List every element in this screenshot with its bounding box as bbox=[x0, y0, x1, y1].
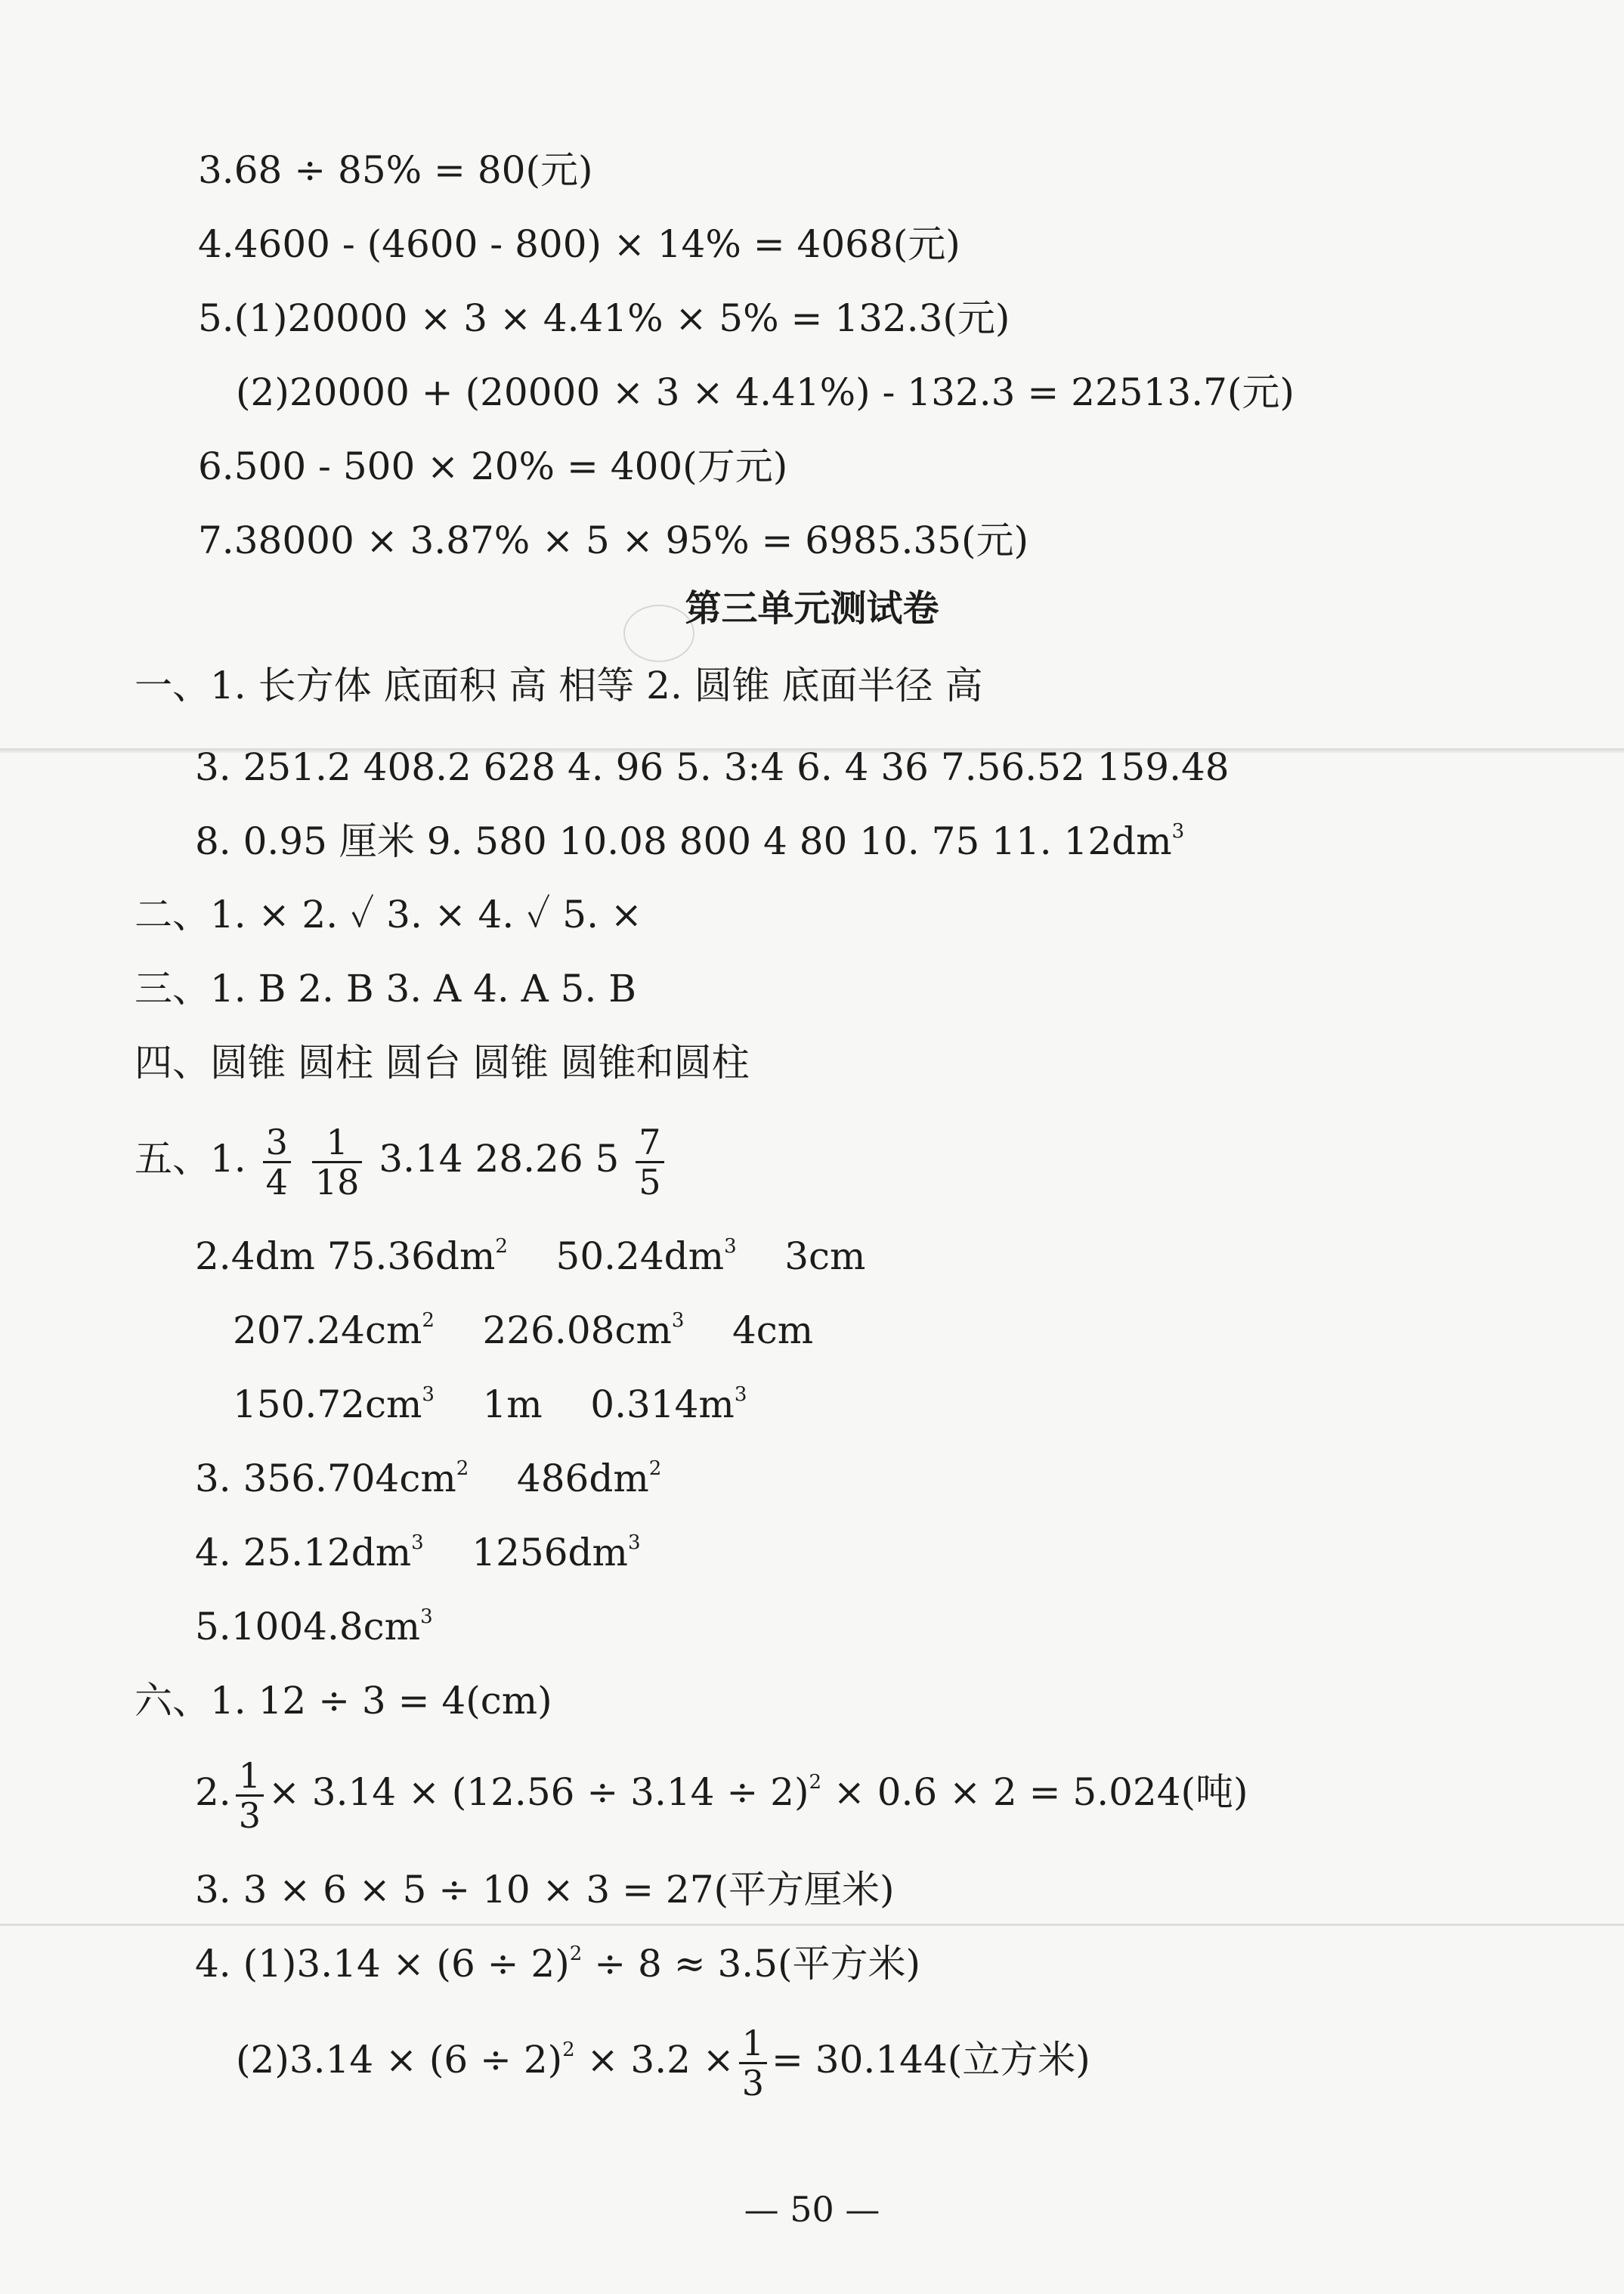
page-crease-line bbox=[0, 1924, 1624, 1926]
part5-row-5: 3. $356.704cm^2$ $486dm^2$ bbox=[195, 1457, 662, 1500]
part6-q4-2: $(2)3.14 \times (6 \div 2)^2 \times 3.2$ × $\frac{1}{3}$ = 30.144(立方米) bbox=[236, 2022, 1090, 2104]
part5-row-1: 五、1. $\frac{3}{4}$ $\frac{1}{18}$ 3.14 28.26 5 $\frac{7}{5}$ bbox=[135, 1117, 669, 1201]
part6-q1: 六、1. 12 ÷ 3 = 4(cm) bbox=[135, 1679, 552, 1723]
part6-q4-1: 4. $(1)3.14 \times (6 \div 2)^2 \div 8 \approx 3.5$(平方米) bbox=[195, 1942, 921, 1986]
fraction: $\frac{1}{3}$ bbox=[236, 1757, 264, 1834]
page-number: — 50 — bbox=[744, 2189, 880, 2230]
part1-row-b: 3. 251.2 408.2 628 4. 96 5. 3:4 6. 4 36 7.56.52 159.48 bbox=[195, 745, 1230, 789]
part6-q3: 3. 3 × 6 × 5 ÷ 10 × 3 = 27(平方厘米) bbox=[195, 1868, 895, 1912]
part5-row-2: 2.4dm $75.36dm^2$ $50.24dm^3$ 3cm bbox=[195, 1234, 866, 1278]
part6-q2: 2. $\frac{1}{3}$ × $3.14 \times (12.56 \div 3.14 \div 2)^2 \times 0.6 \times 2 = 5.024$(吨) bbox=[195, 1754, 1248, 1836]
part5-row-6: 4. $25.12dm^3$ $1256dm^3$ bbox=[195, 1531, 641, 1574]
part3-row: 三、1. B 2. B 3. A 4. A 5. B bbox=[135, 967, 637, 1011]
answer-line-3: 3.68 ÷ 85% = 80(元) bbox=[198, 148, 593, 192]
answer-line-5-2: (2)20000 + (20000 × 3 × 4.41%) - 132.3 = 22513.7(元) bbox=[236, 370, 1295, 414]
answer-line-5-1: 5.(1)20000 × 3 × 4.41% × 5% = 132.3(元) bbox=[198, 296, 1010, 340]
fraction: $\frac{1}{18}$ bbox=[312, 1123, 363, 1201]
answer-line-7: 7.38000 × 3.87% × 5 × 95% = 6985.35(元) bbox=[198, 519, 1029, 562]
part1-row-a: 一、1. 长方体 底面积 高 相等 2. 圆锥 底面半径 高 bbox=[135, 664, 983, 707]
part5-row-7: $5.1004.8cm^3$ bbox=[195, 1605, 433, 1649]
fraction: $\frac{7}{5}$ bbox=[636, 1123, 664, 1201]
part5-row-3: $207.24cm^2$ $226.08cm^3$ 4cm bbox=[233, 1308, 814, 1352]
part2-row: 二、1. × 2. ✓ 3. × 4. ✓ 5. × bbox=[135, 893, 642, 936]
part5-row-4: $150.72cm^3$ 1m $0.314m^3$ bbox=[233, 1382, 747, 1426]
answer-line-4: 4.4600 - (4600 - 800) × 14% = 4068(元) bbox=[198, 222, 960, 266]
part1-row-c: 8. 0.95 厘米 9. 580 10.08 800 4 80 10. 75 11. $12dm^3$ bbox=[195, 819, 1185, 863]
part4-row: 四、圆锥 圆柱 圆台 圆锥 圆锥和圆柱 bbox=[135, 1041, 750, 1085]
fraction: $\frac{3}{4}$ bbox=[263, 1123, 291, 1201]
section-title: 第三单元测试卷 bbox=[685, 587, 939, 630]
answer-line-6: 6.500 - 500 × 20% = 400(万元) bbox=[198, 444, 788, 488]
fraction: $\frac{1}{3}$ bbox=[739, 2024, 767, 2102]
